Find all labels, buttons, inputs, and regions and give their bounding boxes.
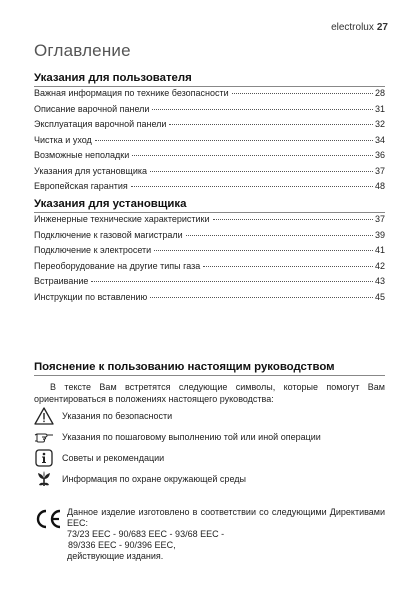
brand-name: electrolux	[331, 22, 374, 33]
toc-item[interactable]: Инженерные технические характеристики 37	[34, 214, 385, 224]
ce-text: Данное изделие изготовлено в соответствии со следующими Директивами ЕЕС: 73/23 EEC - 90/683 EEC - 93/68 EEC - 89/336 EEC - 90/396 EEC, действующие издания.	[67, 507, 385, 561]
page-number: 27	[376, 22, 388, 33]
section-divider	[34, 212, 385, 213]
toc-item[interactable]: Встраивание 43	[34, 276, 385, 286]
symbol-row: Указания по безопасности	[34, 405, 385, 426]
toc-item[interactable]: Подключение к газовой магистрали 39	[34, 229, 385, 240]
page-title: Оглавление	[34, 41, 131, 60]
symbol-legend	[34, 405, 385, 489]
toc-item[interactable]: Европейская гарантия 48	[34, 181, 385, 191]
toc-item[interactable]: Указания для установщика 37	[34, 165, 385, 176]
intro-paragraph: В тексте Вам встретятся следующие символы, которые помогут Вам ориентироваться в положениях настоящего руководства:	[34, 382, 385, 404]
section-heading-guide: Пояснение к пользованию настоящим руководством	[34, 361, 335, 373]
warning-triangle-icon	[34, 407, 54, 425]
environment-flower-icon	[34, 470, 54, 488]
toc-item[interactable]: Подключение к электросети 41	[34, 245, 385, 255]
toc-item[interactable]: Эксплуатация варочной панели 32	[34, 119, 385, 129]
ce-mark-icon	[34, 509, 62, 529]
toc-item[interactable]: Переоборудование на другие типы газа 42	[34, 260, 385, 271]
symbol-row: Советы и рекомендации	[34, 447, 385, 468]
info-icon	[34, 449, 54, 467]
toc-item[interactable]: Описание варочной панели 31	[34, 103, 385, 114]
page-header	[331, 22, 388, 33]
section-divider	[34, 375, 385, 376]
toc-list-installer	[34, 214, 385, 307]
toc-list-user	[34, 88, 385, 197]
section-divider	[34, 86, 385, 87]
toc-item[interactable]: Возможные неполадки 36	[34, 150, 385, 160]
toc-item[interactable]: Важная информация по технике безопасности 28	[34, 88, 385, 98]
section-heading-installer: Указания для установщика	[34, 198, 187, 210]
toc-item[interactable]: Чистка и уход 34	[34, 134, 385, 145]
toc-item[interactable]: Инструкции по вставлению 45	[34, 291, 385, 302]
symbol-row: Указания по пошаговому выполнению той или иной операции	[34, 426, 385, 447]
section-heading-user: Указания для пользователя	[34, 72, 192, 84]
pointing-hand-icon	[34, 428, 54, 446]
symbol-row: Информация по охране окружающей среды	[34, 468, 385, 489]
